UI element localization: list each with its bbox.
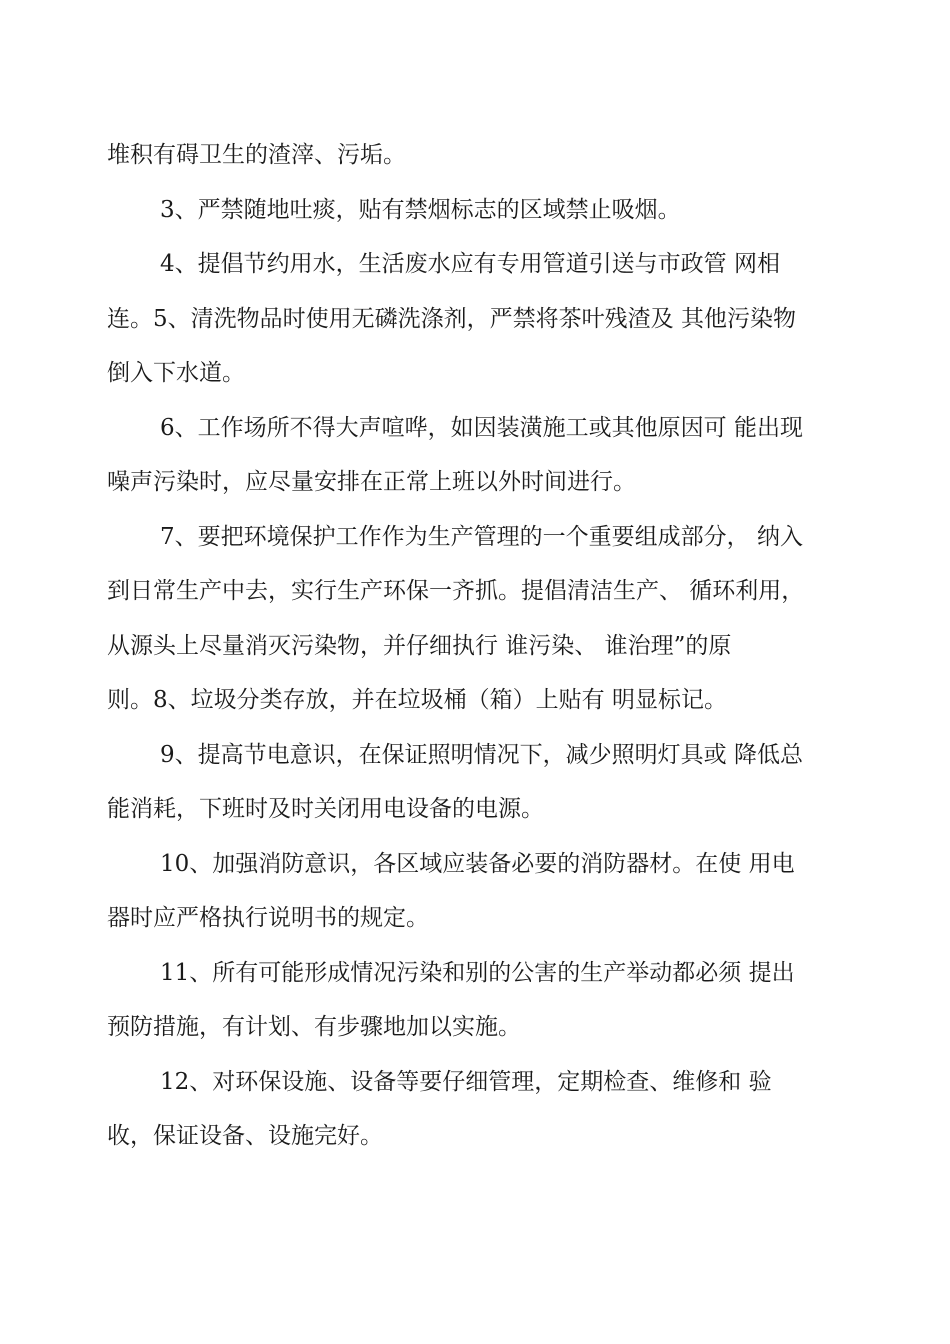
text-line: 12、对环保设施、设备等要仔细管理，定期检查、维修和 验 [160, 1068, 772, 1095]
text-line: 堆积有碍卫生的渣滓、污垢。 [107, 142, 406, 168]
text-line: 3、严禁随地吐痰，贴有禁烟标志的区域禁止吸烟。 [160, 196, 681, 223]
text-line: 倒入下水道。 [107, 360, 245, 386]
text-line: 11、所有可能形成情况污染和别的公害的生产举动都必须 提出 [160, 959, 795, 986]
text-line: 预防措施，有计划、有步骤地加以实施。 [107, 1014, 521, 1040]
text-line: 9、提高节电意识，在保证照明情况下，减少照明灯具或 降低总 [160, 741, 803, 768]
text-line: 10、加强消防意识，各区域应装备必要的消防器材。在使 用电 [160, 850, 795, 877]
text-line: 收，保证设备、设施完好。 [107, 1123, 383, 1149]
text-line: 到日常生产中去，实行生产环保一齐抓。提倡清洁生产、 循环利用， [107, 578, 805, 604]
text-line: 6、工作场所不得大声喧哗，如因装潢施工或其他原因可 能出现 [160, 414, 803, 441]
text-line: 从源头上尽量消灭污染物，并仔细执行 谁污染、 谁治理”的原 [107, 632, 732, 659]
text-line: 7、要把环境保护工作作为生产管理的一个重要组成部分， 纳入 [160, 523, 803, 550]
document-body [107, 128, 862, 1164]
text-line: 4、提倡节约用水，生活废水应有专用管道引送与市政管 网相 [160, 251, 780, 277]
text-line: 则。8、垃圾分类存放，并在垃圾桶（箱）上贴有 明显标记。 [107, 687, 727, 713]
text-line: 能消耗，下班时及时关闭用电设备的电源。 [107, 796, 544, 822]
text-line: 器时应严格执行说明书的规定。 [107, 905, 429, 931]
text-line: 连。5、清洗物品时使用无磷洗涤剂，严禁将茶叶残渣及 其他污染物 [107, 305, 796, 332]
text-line: 噪声污染时，应尽量安排在正常上班以外时间进行。 [107, 469, 636, 495]
